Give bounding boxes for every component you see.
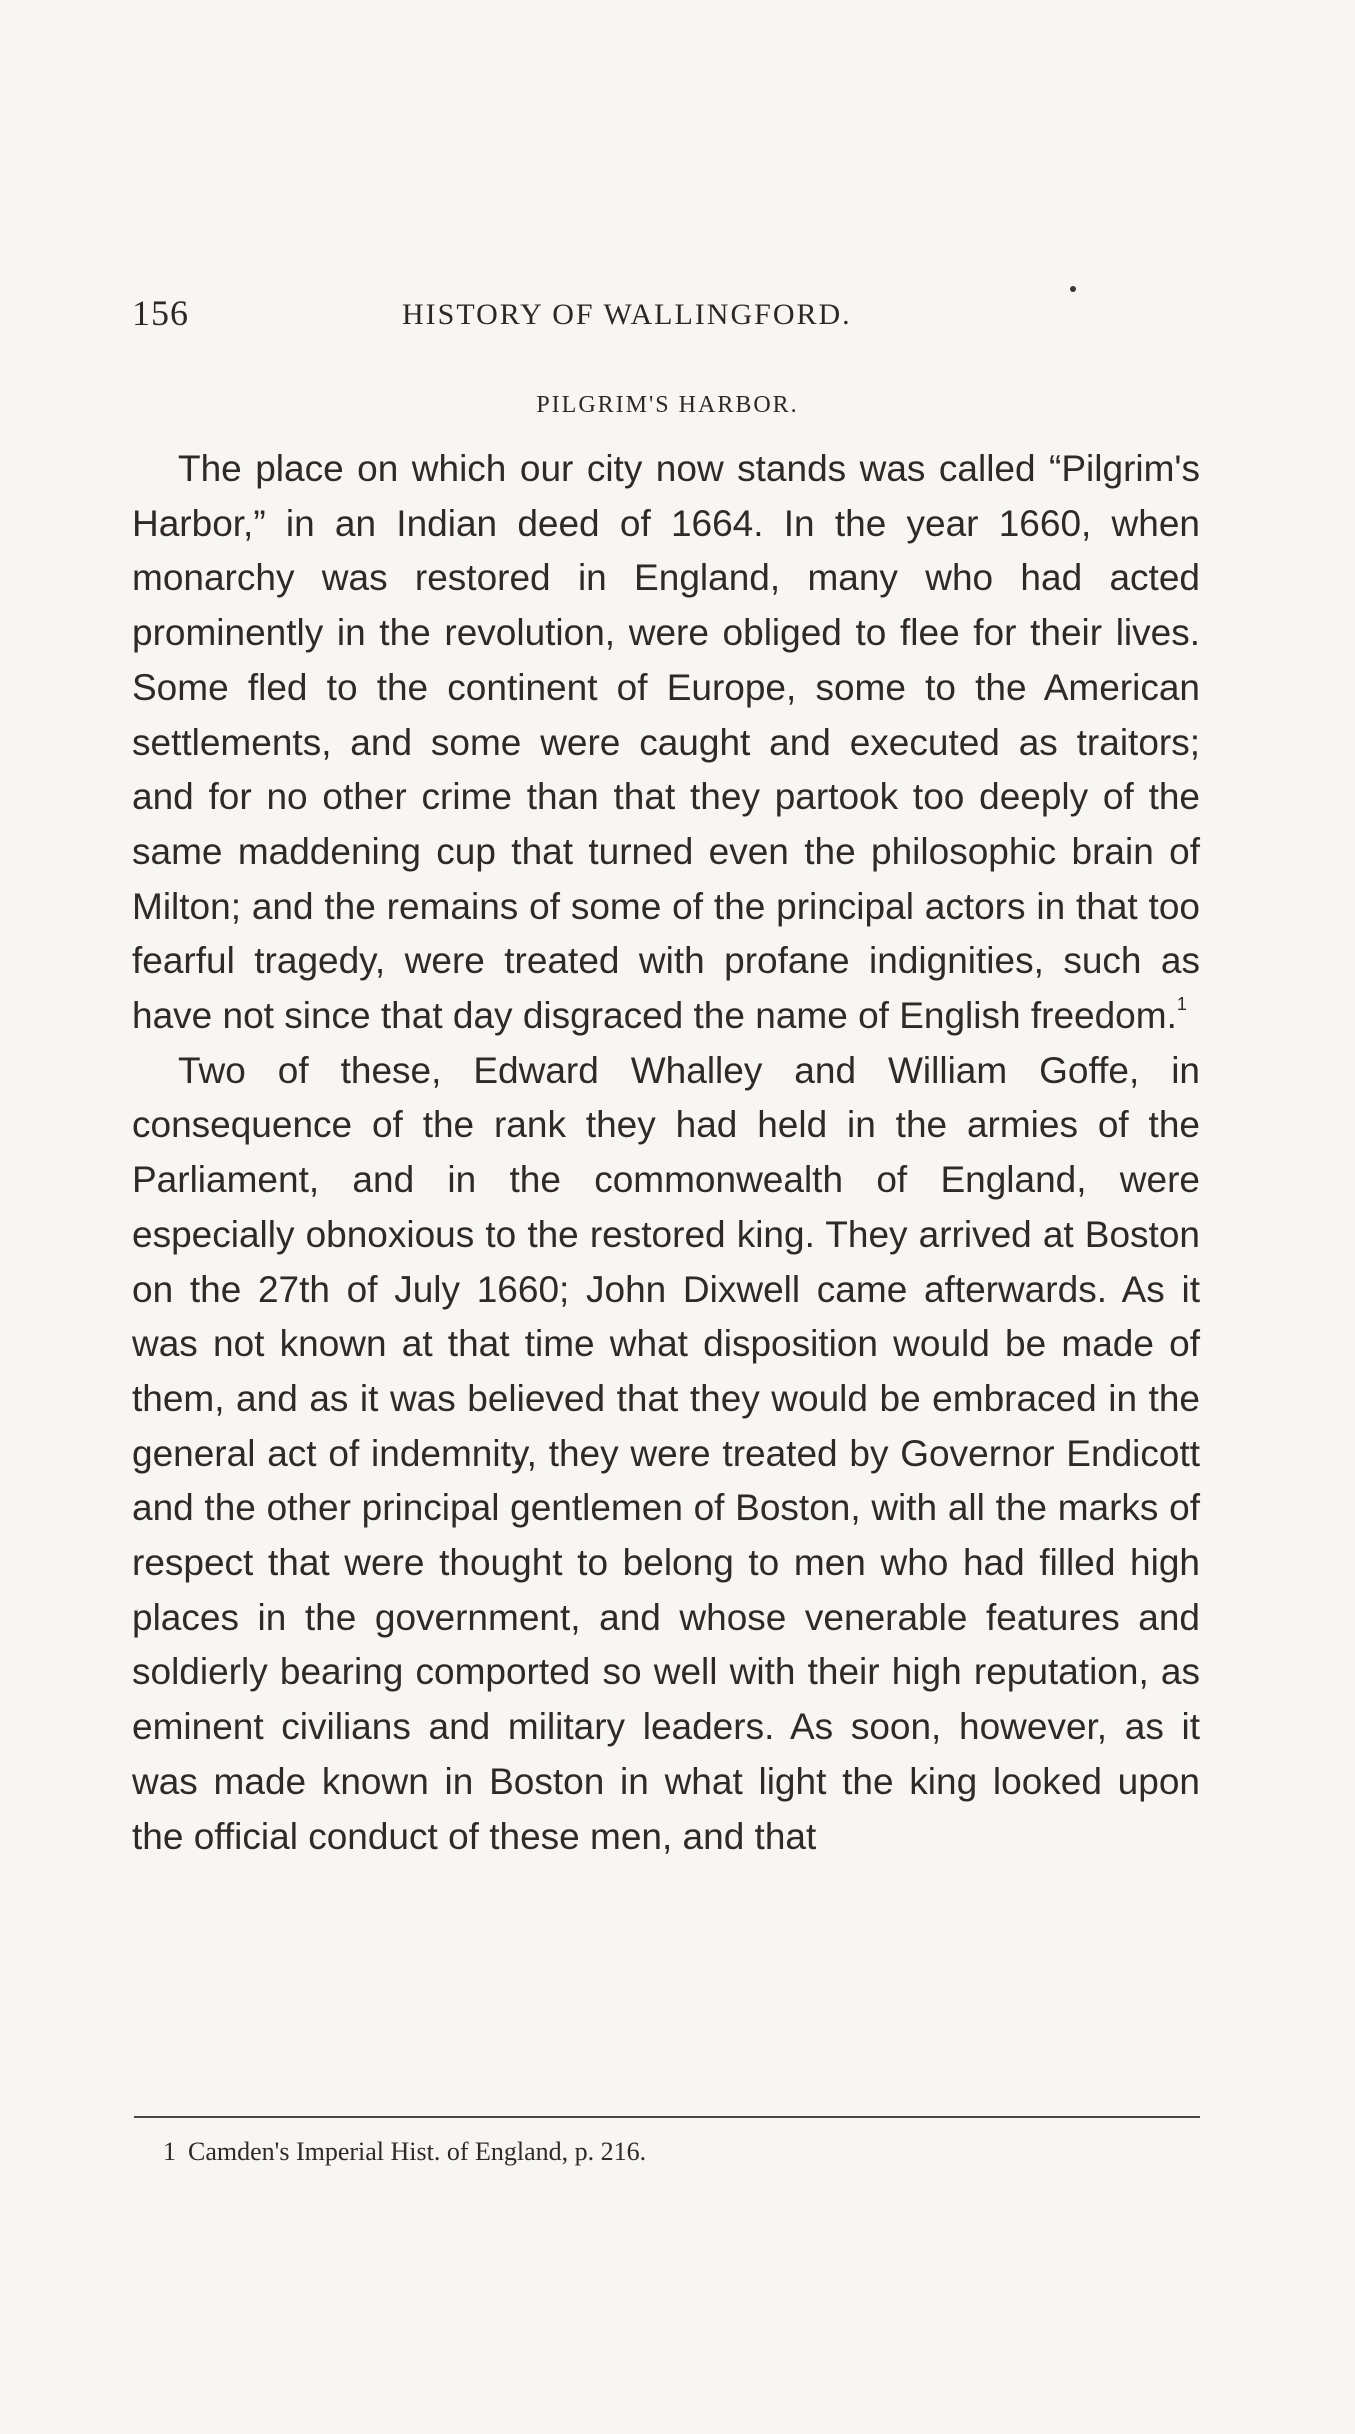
running-head (132, 292, 1202, 342)
paragraph-text: Two of these, Edward Whalley and William Goffe, in consequence of the rank they had held in the armies of the Parliament, and in the commonwealth of England, were especially obnoxious to the restored king. They arrived at Boston on the 27th of July 1660; John Dixwell came afterwards. As it was not known at that time what disposition would be made of them, and as it was believed that they would be embraced in the general act of indemnity, they were treated by Governor Endicott and the other principal gentlemen of Boston, with all the marks of respect that were thought to belong to men who had filled high places in the government, and whose venerable features and soldierly bearing comported so well with their high reputation, as eminent civilians and military leaders. As soon, however, as it was made known in Boston in what light the king looked upon the official conduct of these men, and that (132, 1049, 1200, 1857)
body-text (132, 442, 1200, 1864)
page-number: 156 (132, 293, 189, 333)
paragraph-text: The place on which our city now stands was called “Pilgrim's Harbor,” in an Indian deed of 1664. In the year 1660, when monarchy was restored in England, many who had acted prominently in the revolution, were obliged to flee for their lives. Some fled to the continent of Europe, some to the American settlements, and some were caught and executed as traitors; and for no other crime than that they partook too deeply of the same maddening cup that turned even the philosophic brain of Milton; and the remains of some of the principal actors in that too fearful tragedy, were treated with profane indignities, such as have not since that day disgraced the name of English freedom. (132, 448, 1200, 1037)
ink-speck (1070, 286, 1076, 292)
section-heading: PILGRIM'S HARBOR. (536, 392, 799, 418)
paragraph (132, 1044, 1200, 1865)
paragraph (132, 442, 1200, 1044)
footnote-reference[interactable]: 1 (1176, 994, 1187, 1015)
footnote-text: Camden's Imperial Hist. of England, p. 216. (188, 2137, 647, 2166)
footnote-rule (134, 2116, 1200, 2118)
footnote (163, 2137, 646, 2167)
footnote-mark: 1 (163, 2137, 176, 2166)
running-title: HISTORY OF WALLINGFORD. (402, 298, 852, 331)
